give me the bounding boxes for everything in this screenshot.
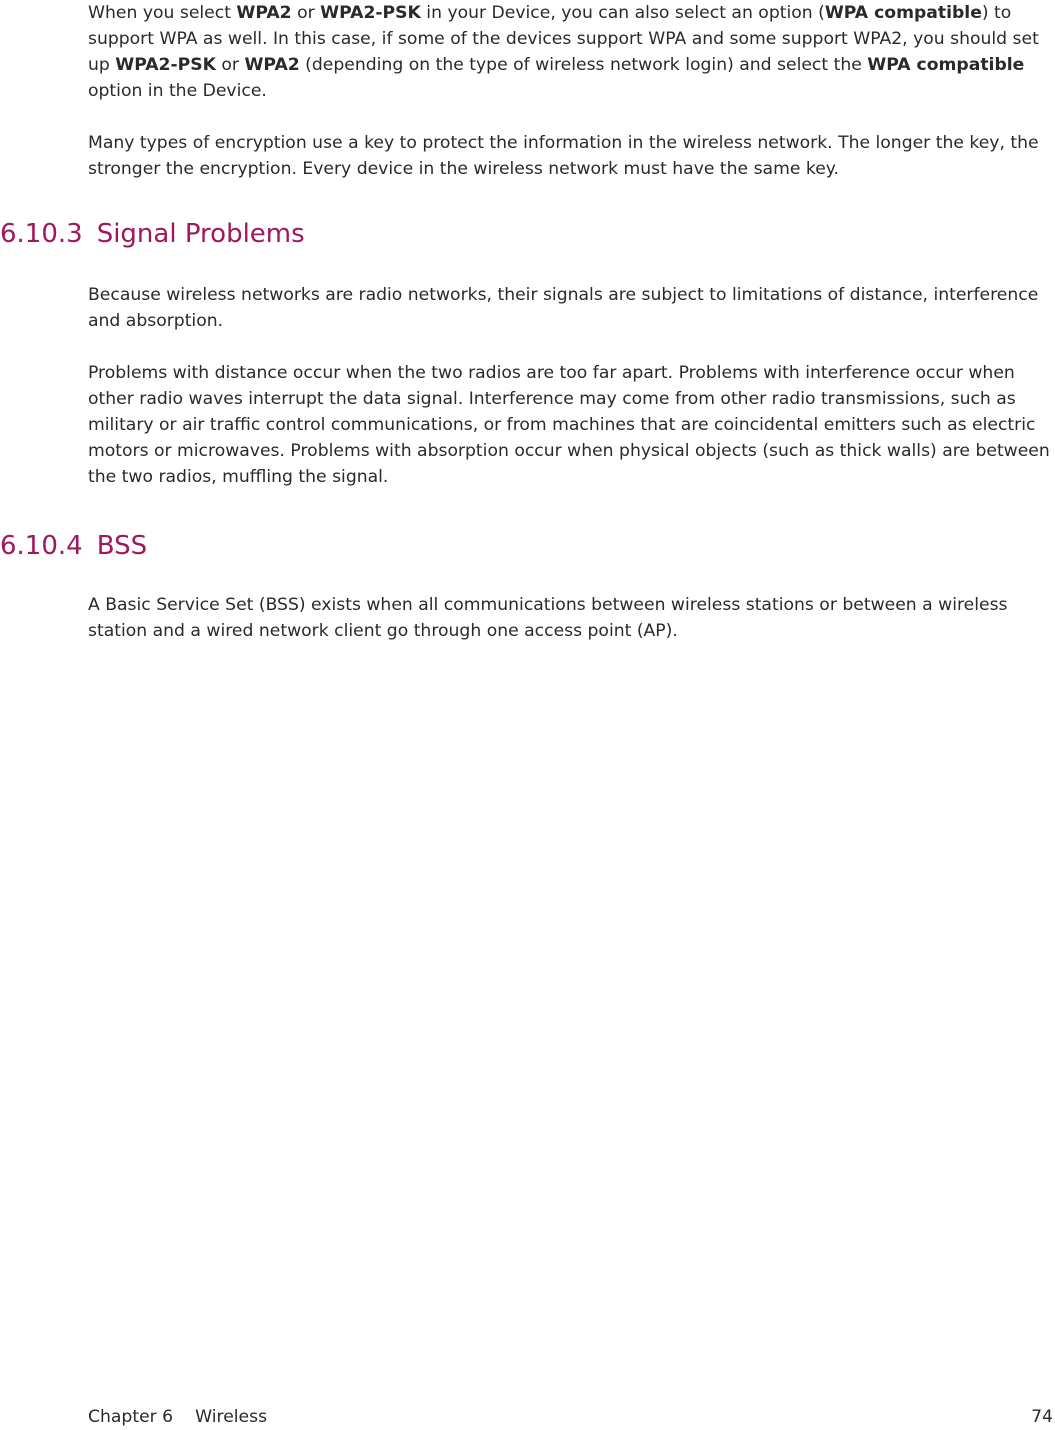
signal-intro-paragraph: Because wireless networks are radio networks, their signals are subject to limitations of distance, interference and absorption. bbox=[88, 285, 1039, 331]
page-number: 74 bbox=[1031, 1407, 1053, 1427]
bold-term: WPA2-PSK bbox=[115, 55, 216, 75]
text-run: ) to support WPA as well. In this case, if some of the devices support WPA and some support WPA2, you should set up bbox=[88, 3, 1039, 75]
footer-chapter-title: Wireless bbox=[195, 1407, 268, 1427]
bold-term: WPA2 bbox=[236, 3, 292, 23]
section-heading-bss bbox=[0, 530, 147, 562]
section-title: BSS bbox=[96, 531, 148, 561]
bold-term: WPA compatible bbox=[824, 3, 982, 23]
text-run: in your Device, you can also select an option ( bbox=[420, 3, 825, 23]
footer-chapter-number: Chapter 6 bbox=[88, 1407, 174, 1427]
text-run: or bbox=[291, 3, 321, 23]
section-number: 6.10.4 bbox=[0, 531, 83, 561]
text-run: or bbox=[215, 55, 245, 75]
section-heading-signal-problems bbox=[0, 218, 305, 250]
section-title: Signal Problems bbox=[96, 219, 305, 249]
encryption-key-paragraph: Many types of encryption use a key to protect the information in the wireless network. The longer the key, the stronger the encryption. Every device in the wireless network must have the same key. bbox=[88, 133, 1039, 179]
footer-chapter bbox=[88, 1405, 267, 1429]
wpa2-compatible-paragraph bbox=[88, 0, 1050, 104]
section-number: 6.10.3 bbox=[0, 219, 83, 249]
signal-detail-paragraph: Problems with distance occur when the two radios are too far apart. Problems with interference occur when other radio waves interrupt the data signal. Interference may come from other radio transmissions, such as military or air traffic control communications, or from machines that are coincidental emitters such as electric motors or microwaves. Problems with absorption occur when physical objects (such as thick walls) are between the two radios, muffling the signal. bbox=[88, 363, 1050, 487]
text-run: (depending on the type of wireless network login) and select the bbox=[299, 55, 868, 75]
text-run: option in the Device. bbox=[88, 81, 267, 101]
bold-term: WPA2-PSK bbox=[320, 3, 421, 23]
text-run: When you select bbox=[88, 3, 237, 23]
bold-term: WPA2 bbox=[244, 55, 300, 75]
bold-term: WPA compatible bbox=[867, 55, 1025, 75]
bss-paragraph: A Basic Service Set (BSS) exists when all communications between wireless stations or between a wireless station and a wired network client go through one access point (AP). bbox=[88, 595, 1008, 641]
